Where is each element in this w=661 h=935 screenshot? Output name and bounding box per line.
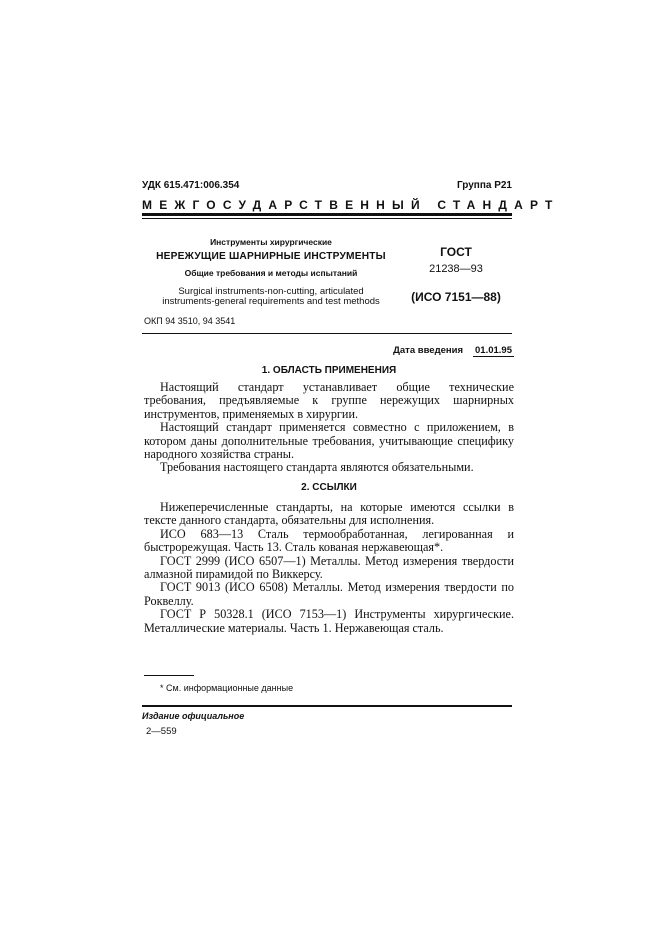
section-heading-scope: 1. ОБЛАСТЬ ПРИМЕНЕНИЯ: [261, 365, 397, 376]
okp-code: ОКП 94 3510, 94 3541: [144, 316, 236, 326]
section-heading-references: 2. ССЫЛКИ: [301, 482, 357, 493]
header-rule-thin: [142, 218, 512, 219]
footnote-rule: [144, 675, 194, 676]
reference-item: ГОСТ Р 50328.1 (ИСО 7153—1) Инструменты хирургические. Металлические материалы. Часть 1. Нержавеющая сталь.: [144, 607, 514, 635]
standard-subtitle: Инструменты хирургические: [210, 237, 332, 247]
reference-item: ГОСТ 2999 (ИСО 6507—1) Металлы. Метод измерения твердости алмазной пирамидой по Виккерсу.: [144, 553, 514, 582]
edition-label: Издание официальное: [142, 711, 245, 721]
paragraph: Нижеперечисленные стандарты, на которые имеются ссылки в тексте данного стандарта, обязательны для исполнения.: [144, 500, 514, 528]
group-code: Группа Р21: [456, 180, 512, 191]
page-code: 2—559: [146, 726, 177, 737]
paragraph: Настоящий стандарт устанавливает общие технические требования, предъявляемые к группе нережущих шарнирных инструментов, применяемых в хирургии.: [144, 380, 514, 421]
udk-code: УДК 615.471:006.354: [142, 180, 240, 191]
title-block-rule: [142, 333, 512, 334]
english-title: Surgical instruments-non-cutting, articulated instruments-general requirements and test methods: [162, 286, 380, 307]
gost-number: 21238—93: [429, 263, 483, 275]
paragraph: Требования настоящего стандарта являются обязательными.: [160, 460, 474, 475]
header-rule-thick: [142, 213, 512, 216]
standard-type-heading: МЕЖГОСУДАРСТВЕННЫЙ СТАНДАРТ: [142, 198, 560, 212]
reference-item: ИСО 683—13 Сталь термообработанная, легированная и быстрорежущая. Часть 13. Сталь кованая нержавеющая*.: [144, 526, 514, 555]
footnote: * См. информационные данные: [160, 683, 294, 693]
iso-reference: (ИСО 7151—88): [411, 290, 501, 304]
section-body-references: [144, 501, 514, 635]
intro-date-value: 01.01.95: [475, 345, 512, 356]
standard-title: НЕРЕЖУЩИЕ ШАРНИРНЫЕ ИНСТРУМЕНТЫ: [156, 251, 386, 262]
footer-rule: [142, 705, 512, 707]
intro-date: [393, 345, 514, 357]
intro-date-label: Дата введения: [393, 345, 464, 356]
reference-item: ГОСТ 9013 (ИСО 6508) Металлы. Метод измерения твердости по Роквеллу.: [144, 580, 514, 608]
gost-label: ГОСТ: [440, 245, 472, 259]
paragraph: Настоящий стандарт применяется совместно с приложением, в котором даны дополнительные требования, учитывающие специфику народного хозяйства страны.: [144, 420, 514, 462]
standard-requirements: Общие требования и методы испытаний: [184, 268, 358, 278]
section-body-scope: [144, 381, 514, 475]
